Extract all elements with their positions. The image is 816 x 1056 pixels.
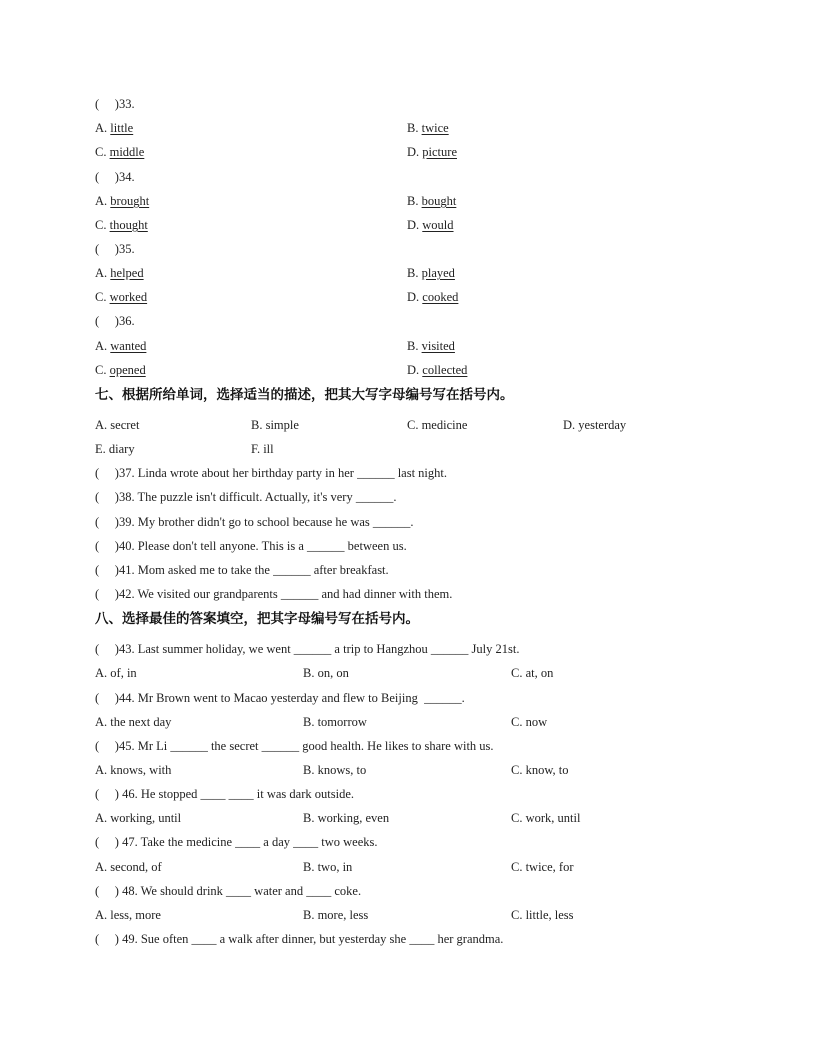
option-45a: A. knows, with — [95, 763, 172, 777]
question-33-number: ( )33. — [95, 97, 135, 111]
option-36a: A. wanted — [95, 339, 147, 353]
question-39: ( )39. My brother didn't go to school because he was ______. — [95, 515, 414, 529]
option-43b: B. on, on — [303, 666, 349, 680]
section-7-heading: 七、根据所给单词，选择适当的描述，把其大写字母编号写在括号内。 — [95, 387, 514, 403]
option-45b: B. knows, to — [303, 763, 367, 777]
question-47-stem: ( ) 47. Take the medicine ____ a day ____ two weeks. — [95, 835, 378, 849]
word-option-f: F. ill — [251, 442, 274, 456]
option-34b: B. bought — [407, 194, 457, 208]
option-33c: C. middle — [95, 145, 145, 159]
question-48-stem: ( ) 48. We should drink ____ water and ____ coke. — [95, 884, 362, 898]
question-35-number: ( )35. — [95, 242, 135, 256]
question-46-stem: ( ) 46. He stopped ____ ____ it was dark outside. — [95, 787, 354, 801]
option-44c: C. now — [511, 715, 548, 729]
question-34-number: ( )34. — [95, 170, 135, 184]
word-option-c: C. medicine — [407, 418, 468, 432]
option-46a: A. working, until — [95, 811, 182, 825]
option-36d: D. collected — [407, 363, 468, 377]
option-44a: A. the next day — [95, 715, 172, 729]
option-35c: C. worked — [95, 290, 148, 304]
option-48b: B. more, less — [303, 908, 369, 922]
option-36c: C. opened — [95, 363, 146, 377]
question-38: ( )38. The puzzle isn't difficult. Actually, it's very ______. — [95, 490, 397, 504]
option-46c: C. work, until — [511, 811, 581, 825]
question-37: ( )37. Linda wrote about her birthday party in her ______ last night. — [95, 466, 448, 480]
question-40: ( )40. Please don't tell anyone. This is a ______ between us. — [95, 539, 407, 553]
question-41: ( )41. Mom asked me to take the ______ after breakfast. — [95, 563, 389, 577]
option-36b: B. visited — [407, 339, 455, 353]
word-option-d: D. yesterday — [563, 418, 627, 432]
question-43-stem: ( )43. Last summer holiday, we went ______ a trip to Hangzhou ______ July 21st. — [95, 642, 520, 656]
question-42: ( )42. We visited our grandparents ______ and had dinner with them. — [95, 587, 453, 601]
option-35d: D. cooked — [407, 290, 459, 304]
option-33d: D. picture — [407, 145, 457, 159]
option-35b: B. played — [407, 266, 455, 280]
option-34a: A. brought — [95, 194, 150, 208]
question-45-stem: ( )45. Mr Li ______ the secret ______ good health. He likes to share with us. — [95, 739, 494, 753]
option-43a: A. of, in — [95, 666, 137, 680]
question-36-number: ( )36. — [95, 314, 135, 328]
word-option-b: B. simple — [251, 418, 299, 432]
option-48a: A. less, more — [95, 908, 161, 922]
option-45c: C. know, to — [511, 763, 569, 777]
option-33b: B. twice — [407, 121, 449, 135]
option-34d: D. would — [407, 218, 454, 232]
option-44b: B. tomorrow — [303, 715, 367, 729]
question-44-stem: ( )44. Mr Brown went to Macao yesterday and flew to Beijing ______. — [95, 691, 465, 705]
word-option-e: E. diary — [95, 442, 135, 456]
option-33a: A. little — [95, 121, 134, 135]
question-49-stem: ( ) 49. Sue often ____ a walk after dinner, but yesterday she ____ her grandma. — [95, 932, 504, 946]
option-34c: C. thought — [95, 218, 148, 232]
option-48c: C. little, less — [511, 908, 574, 922]
option-43c: C. at, on — [511, 666, 554, 680]
option-46b: B. working, even — [303, 811, 390, 825]
option-47b: B. two, in — [303, 860, 353, 874]
option-47a: A. second, of — [95, 860, 162, 874]
option-47c: C. twice, for — [511, 860, 574, 874]
option-35a: A. helped — [95, 266, 144, 280]
word-option-a: A. secret — [95, 418, 140, 432]
section-8-heading: 八、选择最佳的答案填空，把其字母编号写在括号内。 — [95, 611, 419, 627]
